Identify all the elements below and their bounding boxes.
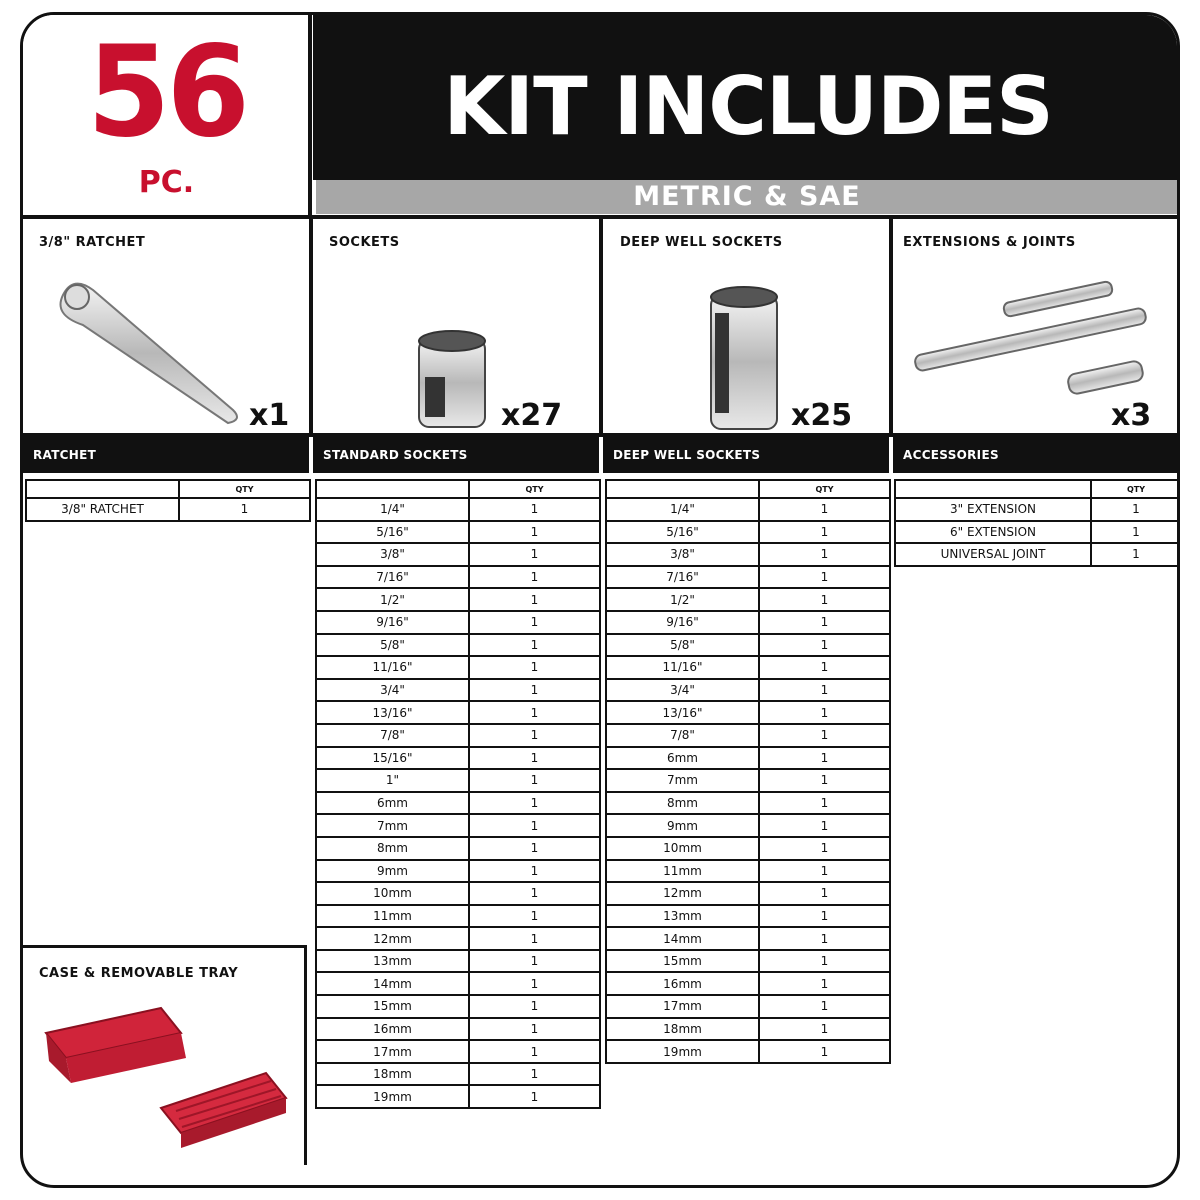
table-row — [316, 1040, 600, 1063]
item-qty: 1 — [1091, 543, 1180, 566]
item-name: 15mm — [606, 950, 759, 973]
item-qty: 1 — [469, 995, 600, 1018]
item-qty: 1 — [759, 521, 890, 544]
item-qty: 1 — [759, 747, 890, 770]
item-name: 7mm — [316, 814, 469, 837]
item-qty: 1 — [469, 972, 600, 995]
item-qty: 1 — [759, 679, 890, 702]
table-row — [316, 566, 600, 589]
item-name: 14mm — [606, 927, 759, 950]
table-row — [316, 679, 600, 702]
panel-label-extensions: EXTENSIONS & JOINTS — [903, 235, 1076, 250]
qty-header: QTY — [469, 480, 600, 498]
item-qty: 1 — [759, 543, 890, 566]
item-qty: 1 — [469, 1063, 600, 1086]
item-qty: 1 — [759, 995, 890, 1018]
item-name: 16mm — [316, 1018, 469, 1041]
table-row — [316, 769, 600, 792]
item-name: 11/16" — [606, 656, 759, 679]
table-row — [316, 1085, 600, 1108]
extensions-icon — [908, 270, 1158, 400]
item-name: 3/8" — [606, 543, 759, 566]
item-qty: 1 — [759, 972, 890, 995]
table-row — [606, 679, 890, 702]
kit-infographic — [20, 12, 1180, 1188]
table-row — [316, 1063, 600, 1086]
item-qty: 1 — [759, 1018, 890, 1041]
item-name: 9mm — [606, 814, 759, 837]
item-qty: 1 — [469, 747, 600, 770]
table-row — [26, 498, 310, 521]
table-row — [606, 634, 890, 657]
item-qty: 1 — [469, 634, 600, 657]
item-qty: 1 — [469, 521, 600, 544]
table-row — [606, 747, 890, 770]
qty-header: QTY — [1091, 480, 1180, 498]
item-qty: 1 — [759, 792, 890, 815]
item-name: 13/16" — [606, 701, 759, 724]
table-row — [606, 860, 890, 883]
item-name: 1/4" — [606, 498, 759, 521]
table-row — [316, 1018, 600, 1041]
qty-header: QTY — [759, 480, 890, 498]
item-name: 7/8" — [606, 724, 759, 747]
table-row — [316, 634, 600, 657]
item-name: 17mm — [316, 1040, 469, 1063]
item-name: 1" — [316, 769, 469, 792]
item-name: 18mm — [316, 1063, 469, 1086]
item-qty: 1 — [759, 566, 890, 589]
case-box — [23, 945, 307, 1165]
item-name: 3" EXTENSION — [895, 498, 1091, 521]
item-qty: 1 — [1091, 498, 1180, 521]
item-name: 15/16" — [316, 747, 469, 770]
item-qty: 1 — [469, 860, 600, 883]
item-name: 7/16" — [316, 566, 469, 589]
panel-qty-sockets: x27 — [501, 398, 563, 433]
table-row — [606, 927, 890, 950]
panel-label-deep-well: DEEP WELL SOCKETS — [620, 235, 783, 250]
item-qty: 1 — [469, 882, 600, 905]
item-qty: 1 — [759, 498, 890, 521]
table-row — [316, 905, 600, 928]
item-name: 12mm — [316, 927, 469, 950]
item-qty: 1 — [469, 1085, 600, 1108]
ratchet-table — [25, 479, 311, 522]
section-header-accessories: ACCESSORIES — [893, 437, 1180, 473]
subtitle-banner: METRIC & SAE — [316, 180, 1178, 214]
item-name: 11/16" — [316, 656, 469, 679]
table-row — [316, 995, 600, 1018]
case-label: CASE & REMOVABLE TRAY — [39, 966, 239, 981]
table-row — [316, 792, 600, 815]
section-header-deep-well: DEEP WELL SOCKETS — [603, 437, 889, 473]
table-row — [316, 656, 600, 679]
item-qty: 1 — [469, 905, 600, 928]
item-qty: 1 — [469, 588, 600, 611]
item-name: 6mm — [316, 792, 469, 815]
table-row — [895, 521, 1180, 544]
item-qty: 1 — [469, 611, 600, 634]
table-row — [316, 701, 600, 724]
item-name: 7mm — [606, 769, 759, 792]
item-qty: 1 — [759, 724, 890, 747]
item-qty: 1 — [759, 1040, 890, 1063]
section-header-standard-sockets: STANDARD SOCKETS — [313, 437, 599, 473]
item-qty: 1 — [469, 679, 600, 702]
table-row — [606, 588, 890, 611]
table-row — [606, 995, 890, 1018]
item-name: 18mm — [606, 1018, 759, 1041]
item-name: 17mm — [606, 995, 759, 1018]
table-row — [606, 1040, 890, 1063]
table-row — [316, 882, 600, 905]
item-qty: 1 — [469, 1040, 600, 1063]
item-name: 11mm — [316, 905, 469, 928]
item-qty: 1 — [469, 724, 600, 747]
item-name: 19mm — [606, 1040, 759, 1063]
item-name: 3/8" — [316, 543, 469, 566]
table-row — [316, 588, 600, 611]
item-name: 5/8" — [606, 634, 759, 657]
piece-count-box — [23, 15, 310, 216]
table-row — [606, 566, 890, 589]
item-qty: 1 — [759, 634, 890, 657]
item-name: 1/2" — [606, 588, 759, 611]
table-row — [606, 724, 890, 747]
item-name: 12mm — [606, 882, 759, 905]
divider — [308, 15, 312, 216]
accessories-table — [894, 479, 1180, 567]
panel-label-sockets: SOCKETS — [329, 235, 400, 250]
item-name: 5/16" — [606, 521, 759, 544]
item-qty: 1 — [469, 498, 600, 521]
item-qty: 1 — [179, 498, 310, 521]
divider — [309, 215, 313, 437]
item-qty: 1 — [759, 927, 890, 950]
table-row — [606, 837, 890, 860]
table-row — [606, 543, 890, 566]
item-qty: 1 — [469, 792, 600, 815]
item-qty: 1 — [759, 814, 890, 837]
item-qty: 1 — [759, 860, 890, 883]
item-qty: 1 — [759, 611, 890, 634]
deep-well-sockets-table — [605, 479, 891, 1064]
item-name: 9mm — [316, 860, 469, 883]
item-qty: 1 — [469, 837, 600, 860]
item-name: 13mm — [316, 950, 469, 973]
divider — [889, 215, 893, 437]
divider — [599, 215, 603, 437]
table-row — [606, 498, 890, 521]
table-row — [316, 498, 600, 521]
table-row — [316, 521, 600, 544]
item-name: 5/8" — [316, 634, 469, 657]
deep-socket-icon — [705, 283, 785, 433]
item-qty: 1 — [469, 701, 600, 724]
item-name: 13/16" — [316, 701, 469, 724]
table-row — [895, 543, 1180, 566]
item-name: 10mm — [606, 837, 759, 860]
item-name: 14mm — [316, 972, 469, 995]
table-row — [606, 701, 890, 724]
table-row — [316, 814, 600, 837]
item-name: 9/16" — [316, 611, 469, 634]
page-title: KIT INCLUDES — [443, 60, 1053, 153]
item-qty: 1 — [469, 927, 600, 950]
table-row — [606, 814, 890, 837]
table-row — [606, 950, 890, 973]
item-name: 3/4" — [316, 679, 469, 702]
ratchet-icon — [43, 265, 243, 425]
table-row — [606, 521, 890, 544]
item-qty: 1 — [759, 701, 890, 724]
table-row — [316, 543, 600, 566]
item-qty: 1 — [759, 905, 890, 928]
table-row — [606, 972, 890, 995]
table-row — [316, 972, 600, 995]
table-row — [606, 611, 890, 634]
case-icon — [41, 1003, 291, 1153]
table-row — [606, 1018, 890, 1041]
table-row — [606, 656, 890, 679]
table-row — [606, 792, 890, 815]
item-qty: 1 — [469, 566, 600, 589]
item-qty: 1 — [759, 588, 890, 611]
item-name: 10mm — [316, 882, 469, 905]
qty-header: QTY — [179, 480, 310, 498]
table-row — [606, 882, 890, 905]
item-name: 7/8" — [316, 724, 469, 747]
section-header-ratchet: RATCHET — [23, 437, 309, 473]
item-qty: 1 — [759, 769, 890, 792]
item-name: 8mm — [316, 837, 469, 860]
panel-label-ratchet: 3/8" RATCHET — [39, 235, 146, 250]
item-name: 8mm — [606, 792, 759, 815]
item-name: 3/4" — [606, 679, 759, 702]
item-qty: 1 — [469, 656, 600, 679]
piece-count-number: 56 — [87, 19, 246, 166]
item-qty: 1 — [469, 950, 600, 973]
item-name: 6mm — [606, 747, 759, 770]
item-qty: 1 — [1091, 521, 1180, 544]
item-qty: 1 — [469, 769, 600, 792]
item-name: 3/8" RATCHET — [26, 498, 179, 521]
item-qty: 1 — [759, 950, 890, 973]
standard-sockets-table — [315, 479, 601, 1109]
item-name: UNIVERSAL JOINT — [895, 543, 1091, 566]
panel-qty-deep-well: x25 — [791, 398, 853, 433]
item-name: 7/16" — [606, 566, 759, 589]
item-qty: 1 — [759, 837, 890, 860]
table-row — [316, 927, 600, 950]
item-name: 15mm — [316, 995, 469, 1018]
table-row — [606, 905, 890, 928]
socket-icon — [415, 327, 491, 431]
table-row — [316, 611, 600, 634]
panel-qty-extensions: x3 — [1111, 398, 1152, 433]
item-qty: 1 — [469, 1018, 600, 1041]
item-name: 16mm — [606, 972, 759, 995]
item-name: 9/16" — [606, 611, 759, 634]
item-qty: 1 — [759, 656, 890, 679]
table-row — [316, 950, 600, 973]
panel-qty-ratchet: x1 — [249, 398, 290, 433]
item-name: 5/16" — [316, 521, 469, 544]
piece-count-unit: PC. — [138, 165, 195, 200]
table-row — [316, 837, 600, 860]
item-name: 13mm — [606, 905, 759, 928]
item-qty: 1 — [469, 814, 600, 837]
table-row — [316, 747, 600, 770]
table-row — [316, 860, 600, 883]
item-name: 1/4" — [316, 498, 469, 521]
item-qty: 1 — [469, 543, 600, 566]
item-name: 11mm — [606, 860, 759, 883]
item-name: 6" EXTENSION — [895, 521, 1091, 544]
table-row — [606, 769, 890, 792]
item-qty: 1 — [759, 882, 890, 905]
item-name: 1/2" — [316, 588, 469, 611]
table-row — [316, 724, 600, 747]
item-name: 19mm — [316, 1085, 469, 1108]
table-row — [895, 498, 1180, 521]
